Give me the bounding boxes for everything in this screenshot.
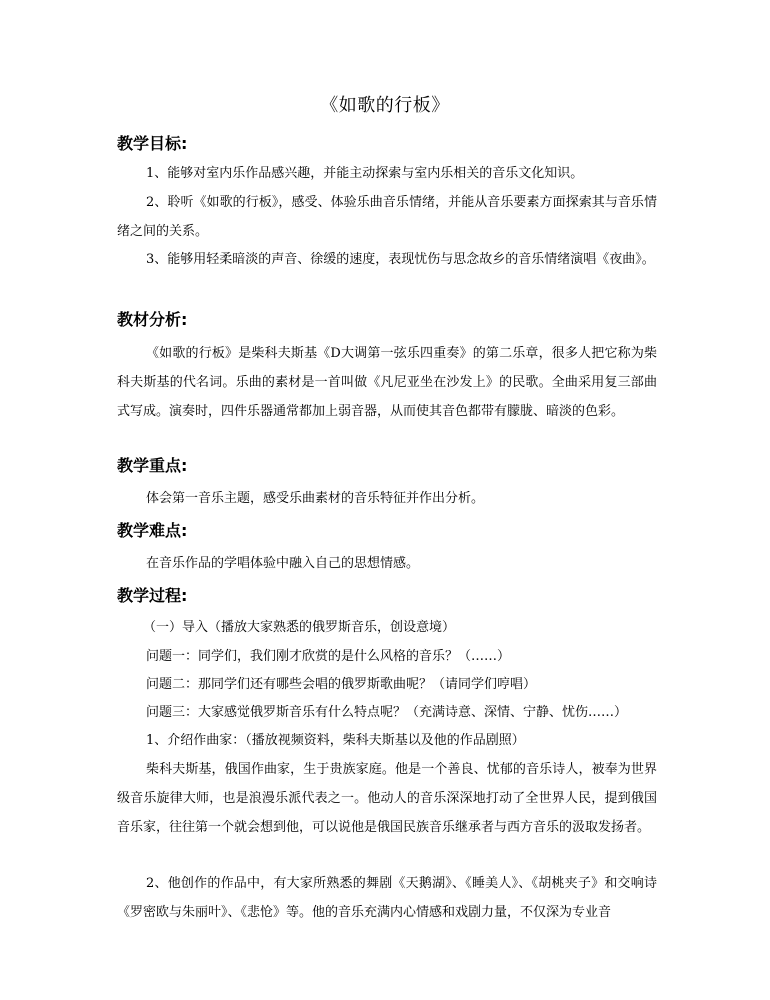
difficulties-heading: 教学难点:: [117, 521, 188, 540]
key-points-paragraph: 体会第一音乐主题，感受乐曲素材的音乐特征并作出分析。: [146, 491, 485, 506]
process-heading: 教学过程:: [117, 586, 188, 605]
analysis-paragraph: 《如歌的行板》是柴科夫斯基《D大调第一弦乐四重奏》的第二乐章，很多人把它称为柴科夫斯基的代名词。乐曲的素材是一首叫做《凡尼亚坐在沙发上》的民歌。全曲采用复三部曲式写成。演奏时，四件乐器通常都加上弱音器，从而使其音色都带有朦胧、暗淡的色彩。: [117, 346, 657, 419]
objective-item-3: 3、能够用轻柔暗淡的声音、徐缓的速度，表现忧伤与思念故乡的音乐情绪演唱《夜曲》。: [146, 252, 655, 267]
analysis-heading: 教材分析:: [117, 310, 188, 329]
process-intro-line: （一）导入（播放大家熟悉的俄罗斯音乐，创设意境）: [143, 620, 456, 635]
process-question-1: 问题一：同学们，我们刚才欣赏的是什么风格的音乐？（……）: [146, 649, 511, 664]
document-title: 《如歌的行板》: [320, 95, 450, 116]
process-question-3: 问题三：大家感觉俄罗斯音乐有什么特点呢？（充满诗意、深情、宁静、忧伤……）: [146, 705, 628, 720]
process-question-2: 问题二：那同学们还有哪些会唱的俄罗斯歌曲呢？（请同学们哼唱）: [146, 677, 537, 692]
process-composer-intro: 1、介绍作曲家：（播放视频资料，柴科夫斯基以及他的作品剧照）: [146, 733, 525, 748]
objective-item-2: 2、聆听《如歌的行板》，感受、体验乐曲音乐情绪，并能从音乐要素方面探索其与音乐情绪之间的关系。: [117, 195, 657, 239]
process-composer-works: 2、他创作的作品中，有大家所熟悉的舞剧《天鹅湖》、《睡美人》、《胡桃夹子》和交响诗《罗密欧与朱丽叶》、《悲怆》等。他的音乐充满内心情感和戏剧力量，不仅深为专业音: [117, 876, 657, 920]
key-points-heading: 教学重点:: [117, 456, 188, 475]
objectives-heading: 教学目标:: [117, 134, 188, 153]
objective-item-1: 1、能够对室内乐作品感兴趣，并能主动探索与室内乐相关的音乐文化知识。: [146, 166, 584, 181]
process-composer-bio: 柴科夫斯基，俄国作曲家，生于贵族家庭。他是一个善良、忧郁的音乐诗人，被奉为世界级音乐旋律大师，也是浪漫乐派代表之一。他动人的音乐深深地打动了全世界人民，提到俄国音乐家，往往第一个就会想到他，可以说他是俄国民族音乐继承者与西方音乐的汲取发扬者。: [117, 762, 657, 835]
difficulties-paragraph: 在音乐作品的学唱体验中融入自己的思想情感。: [146, 556, 420, 571]
